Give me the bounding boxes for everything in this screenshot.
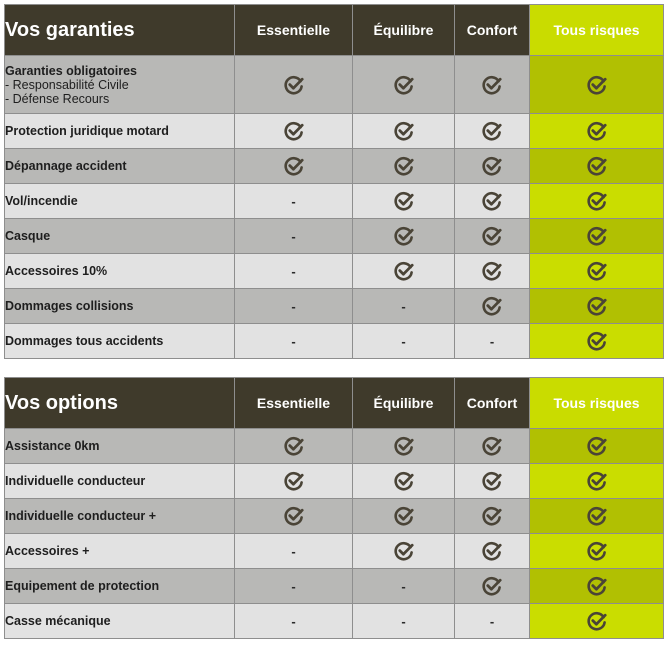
row-label-text: Vol/incendie [5, 194, 78, 208]
coverage-cell [455, 219, 530, 254]
check-circle-icon [394, 122, 414, 137]
col-tous-risques: Tous risques [530, 5, 664, 56]
options-table [4, 377, 664, 639]
check-circle-icon [482, 262, 502, 277]
coverage-cell [455, 569, 530, 604]
not-included-dash: - [291, 263, 296, 279]
check-circle-icon [587, 297, 607, 312]
coverage-cell [353, 464, 455, 499]
coverage-cell [530, 464, 664, 499]
check-circle-icon [587, 472, 607, 487]
coverage-cell [353, 429, 455, 464]
coverage-cell [353, 534, 455, 569]
not-included-dash: - [291, 543, 296, 559]
check-circle-icon [587, 612, 607, 627]
col-essentielle: Essentielle [235, 5, 353, 56]
check-circle-icon [482, 157, 502, 172]
coverage-cell [455, 114, 530, 149]
coverage-cell [530, 219, 664, 254]
coverage-cell [455, 56, 530, 114]
check-circle-icon [587, 507, 607, 522]
check-circle-icon [284, 472, 304, 487]
check-circle-icon [284, 76, 304, 91]
row-label [5, 56, 235, 114]
coverage-cell [530, 149, 664, 184]
coverage-cell [353, 149, 455, 184]
coverage-cell [530, 289, 664, 324]
coverage-cell [455, 464, 530, 499]
check-circle-icon [284, 122, 304, 137]
check-circle-icon [587, 76, 607, 91]
coverage-cell [530, 534, 664, 569]
check-circle-icon [587, 122, 607, 137]
check-circle-icon [394, 262, 414, 277]
row-sublabel: - Défense Recours [5, 91, 110, 106]
row-label [5, 429, 235, 464]
coverage-cell [455, 324, 530, 359]
row-label [5, 184, 235, 219]
coverage-cell [530, 569, 664, 604]
coverage-cell [235, 184, 353, 219]
check-circle-icon [482, 76, 502, 91]
coverage-cell [235, 324, 353, 359]
coverage-cell [455, 289, 530, 324]
coverage-cell [353, 604, 455, 639]
row-label-text: Individuelle conducteur [5, 474, 146, 488]
not-included-dash: - [291, 228, 296, 244]
check-circle-icon [284, 437, 304, 452]
table-row [5, 254, 664, 289]
row-label [5, 464, 235, 499]
coverage-cell [235, 429, 353, 464]
check-circle-icon [587, 227, 607, 242]
row-label-text: Casse mécanique [5, 614, 111, 628]
coverage-cell [235, 499, 353, 534]
check-circle-icon [394, 542, 414, 557]
col-confort: Confort [455, 5, 530, 56]
col-tous-risques: Tous risques [530, 378, 664, 429]
check-circle-icon [482, 192, 502, 207]
garanties-table [4, 4, 664, 359]
not-included-dash: - [401, 298, 406, 314]
coverage-cell [530, 114, 664, 149]
coverage-cell [530, 429, 664, 464]
check-circle-icon [394, 507, 414, 522]
coverage-cell [235, 56, 353, 114]
coverage-cell [455, 184, 530, 219]
check-circle-icon [482, 542, 502, 557]
row-label-text: Protection juridique motard [5, 124, 169, 138]
check-circle-icon [482, 577, 502, 592]
coverage-cell [530, 254, 664, 289]
check-circle-icon [587, 157, 607, 172]
not-included-dash: - [401, 613, 406, 629]
row-label-text: Dommages collisions [5, 299, 134, 313]
coverage-cell [353, 289, 455, 324]
table-row [5, 569, 664, 604]
table-row [5, 464, 664, 499]
row-label-text: Dommages tous accidents [5, 334, 164, 348]
coverage-cell [530, 56, 664, 114]
table-row [5, 149, 664, 184]
col-essentielle: Essentielle [235, 378, 353, 429]
coverage-cell [235, 219, 353, 254]
table-row [5, 324, 664, 359]
coverage-cell [455, 534, 530, 569]
row-label [5, 219, 235, 254]
table-row [5, 429, 664, 464]
not-included-dash: - [291, 298, 296, 314]
table-row [5, 219, 664, 254]
coverage-cell [530, 499, 664, 534]
check-circle-icon [482, 297, 502, 312]
table-row [5, 534, 664, 569]
row-label [5, 569, 235, 604]
row-label [5, 324, 235, 359]
row-label [5, 604, 235, 639]
check-circle-icon [587, 192, 607, 207]
check-circle-icon [394, 76, 414, 91]
not-included-dash: - [291, 578, 296, 594]
not-included-dash: - [489, 333, 495, 349]
not-included-dash: - [489, 613, 495, 629]
check-circle-icon [482, 472, 502, 487]
coverage-cell [353, 56, 455, 114]
check-circle-icon [587, 262, 607, 277]
not-included-dash: - [401, 333, 406, 349]
row-label-text: Casque [5, 229, 51, 243]
check-circle-icon [394, 157, 414, 172]
row-label [5, 534, 235, 569]
row-label [5, 114, 235, 149]
check-circle-icon [284, 507, 304, 522]
coverage-cell [530, 324, 664, 359]
coverage-cell [353, 324, 455, 359]
coverage-cell [455, 604, 530, 639]
row-label-text: Individuelle conducteur + [5, 509, 157, 523]
options-header-row [5, 378, 664, 429]
check-circle-icon [394, 227, 414, 242]
not-included-dash: - [291, 613, 296, 629]
check-circle-icon [482, 227, 502, 242]
check-circle-icon [284, 157, 304, 172]
check-circle-icon [587, 437, 607, 452]
row-label-text: Accessoires 10% [5, 264, 108, 278]
col-confort: Confort [455, 378, 530, 429]
row-label [5, 499, 235, 534]
check-circle-icon [482, 122, 502, 137]
coverage-cell [235, 289, 353, 324]
check-circle-icon [394, 192, 414, 207]
not-included-dash: - [291, 193, 296, 209]
coverage-cell [455, 499, 530, 534]
check-circle-icon [587, 542, 607, 557]
options-title: Vos options [5, 378, 235, 429]
coverage-cell [235, 464, 353, 499]
check-circle-icon [394, 472, 414, 487]
coverage-cell [235, 114, 353, 149]
coverage-cell [353, 254, 455, 289]
check-circle-icon [394, 437, 414, 452]
table-row [5, 499, 664, 534]
not-included-dash: - [401, 578, 406, 594]
table-row [5, 184, 664, 219]
not-included-dash: - [291, 333, 296, 349]
row-label-text: Assistance 0km [5, 439, 100, 453]
coverage-cell [455, 254, 530, 289]
garanties-title: Vos garanties [5, 5, 235, 56]
coverage-cell [235, 569, 353, 604]
row-label-text: Accessoires + [5, 544, 90, 558]
coverage-cell [353, 114, 455, 149]
row-label [5, 254, 235, 289]
coverage-cell [235, 254, 353, 289]
row-label [5, 149, 235, 184]
row-label-text: Equipement de protection [5, 579, 160, 593]
coverage-cell [455, 429, 530, 464]
coverage-cell [353, 569, 455, 604]
coverage-cell [353, 219, 455, 254]
check-circle-icon [587, 332, 607, 347]
check-circle-icon [482, 437, 502, 452]
col-equilibre: Équilibre [353, 378, 455, 429]
coverage-cell [455, 149, 530, 184]
coverage-cell [235, 534, 353, 569]
coverage-cell [353, 184, 455, 219]
col-equilibre: Équilibre [353, 5, 455, 56]
row-label-text: Dépannage accident [5, 159, 127, 173]
table-row [5, 604, 664, 639]
coverage-cell [530, 604, 664, 639]
check-circle-icon [587, 577, 607, 592]
coverage-cell [235, 604, 353, 639]
coverage-cell [530, 184, 664, 219]
row-label [5, 289, 235, 324]
coverage-cell [235, 149, 353, 184]
coverage-cell [353, 499, 455, 534]
row-sublabel: - Responsabilité Civile [5, 77, 129, 92]
garanties-header-row [5, 5, 664, 56]
table-row [5, 114, 664, 149]
row-label-text: Garanties obligatoires [5, 63, 137, 78]
table-row [5, 289, 664, 324]
check-circle-icon [482, 507, 502, 522]
table-row [5, 56, 664, 114]
